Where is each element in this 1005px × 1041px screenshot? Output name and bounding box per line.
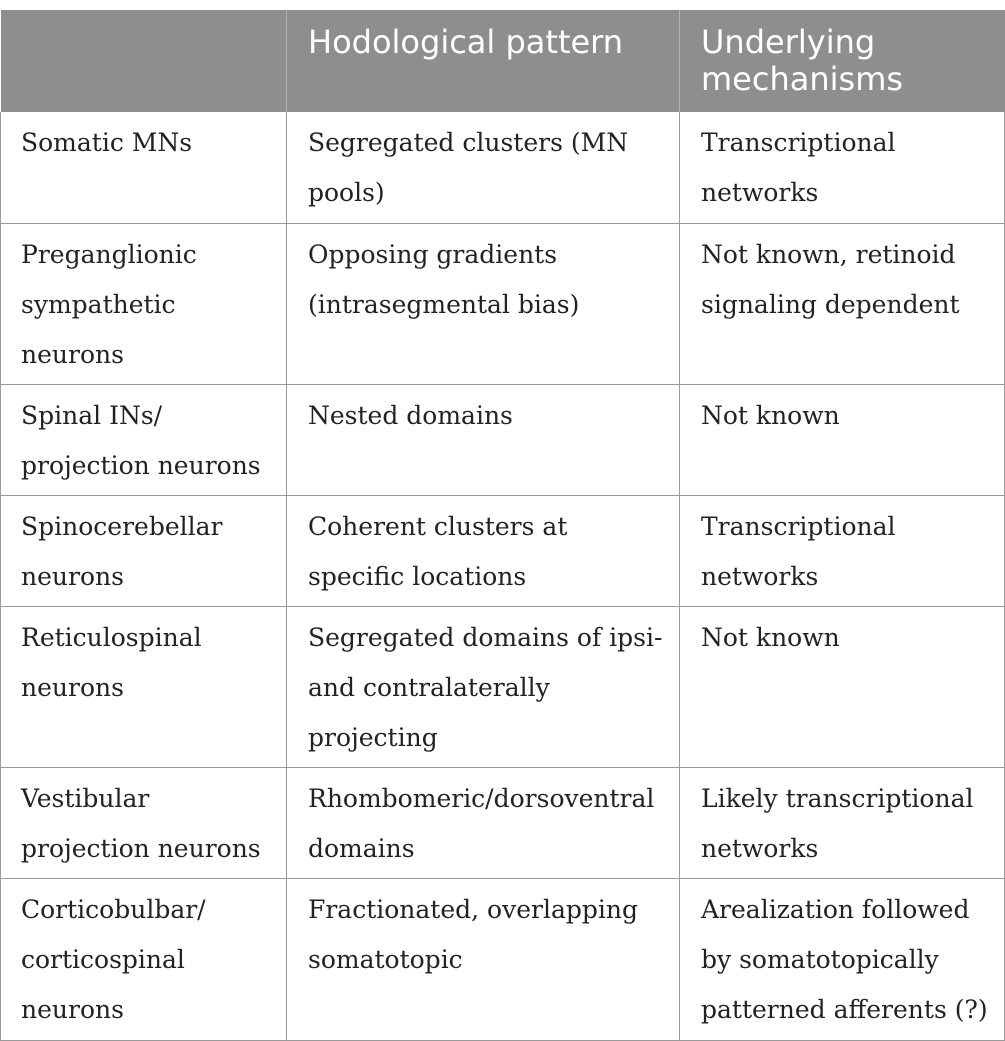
cell-hodological-pattern: Coherent clusters at specific locations bbox=[287, 495, 680, 606]
cell-underlying-mechanism: Not known bbox=[680, 384, 1005, 495]
cell-neuron-type: Reticulospinal neurons bbox=[1, 606, 287, 767]
header-cell-hodological-pattern: Hodological pattern bbox=[287, 10, 680, 112]
cell-neuron-type: Somatic MNs bbox=[1, 112, 287, 223]
cell-hodological-pattern: Fractionated, overlapping somatotopic bbox=[287, 878, 680, 1040]
table-row bbox=[1, 384, 1005, 495]
cell-hodological-pattern: Segregated domains of ipsi- and contralaterally projecting bbox=[287, 606, 680, 767]
cell-hodological-pattern: Nested domains bbox=[287, 384, 680, 495]
cell-neuron-type: Corticobulbar/ corticospinal neurons bbox=[1, 878, 287, 1040]
header-cell-empty bbox=[1, 10, 287, 112]
table-row bbox=[1, 606, 1005, 767]
cell-neuron-type: Spinal INs/ projection neurons bbox=[1, 384, 287, 495]
data-table-container bbox=[0, 10, 1005, 1041]
table-row bbox=[1, 112, 1005, 223]
header-cell-underlying-mechanisms: Underlying mechanisms bbox=[680, 10, 1005, 112]
cell-neuron-type: Preganglionic sympathetic neurons bbox=[1, 223, 287, 384]
table-row bbox=[1, 878, 1005, 1040]
neuron-pattern-table bbox=[0, 10, 1005, 1041]
cell-hodological-pattern: Rhombomeric/dorsoventral domains bbox=[287, 767, 680, 878]
cell-underlying-mechanism: Likely transcriptional networks bbox=[680, 767, 1005, 878]
cell-underlying-mechanism: Transcriptional networks bbox=[680, 112, 1005, 223]
table-row bbox=[1, 767, 1005, 878]
cell-underlying-mechanism: Arealization followed by somatotopically patterned afferents (?) bbox=[680, 878, 1005, 1040]
cell-underlying-mechanism: Not known bbox=[680, 606, 1005, 767]
cell-underlying-mechanism: Not known, retinoid signaling dependent bbox=[680, 223, 1005, 384]
cell-hodological-pattern: Opposing gradients (intrasegmental bias) bbox=[287, 223, 680, 384]
table-header-row bbox=[1, 10, 1005, 112]
cell-hodological-pattern: Segregated clusters (MN pools) bbox=[287, 112, 680, 223]
cell-neuron-type: Spinocerebellar neurons bbox=[1, 495, 287, 606]
cell-neuron-type: Vestibular projection neurons bbox=[1, 767, 287, 878]
cell-underlying-mechanism: Transcriptional networks bbox=[680, 495, 1005, 606]
table-row bbox=[1, 223, 1005, 384]
table-row bbox=[1, 495, 1005, 606]
